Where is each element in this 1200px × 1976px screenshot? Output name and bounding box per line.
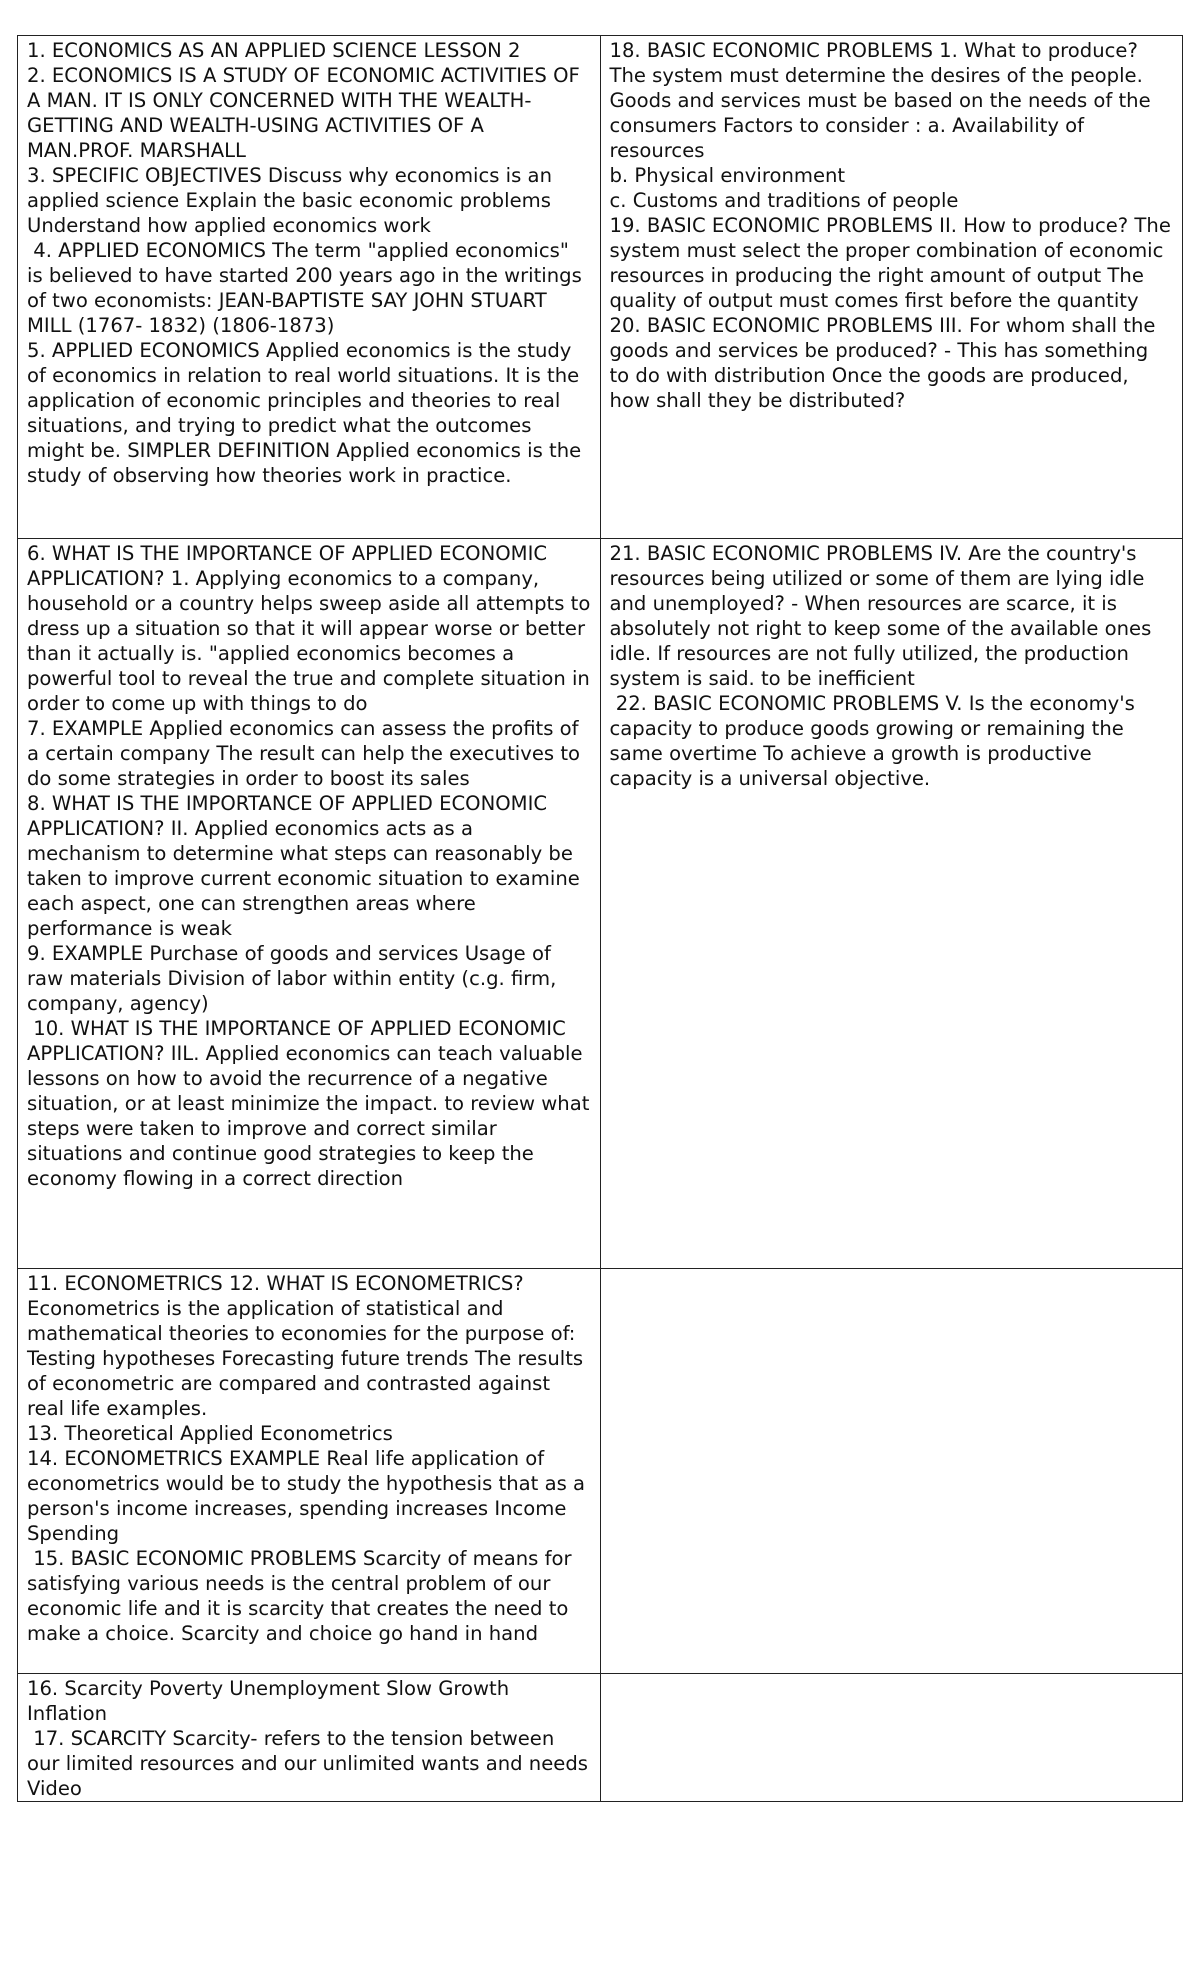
table-cell-left: [18, 36, 601, 539]
table-cell-right: [600, 36, 1183, 539]
note-entry: 8. WHAT IS THE IMPORTANCE OF APPLIED ECONOMIC APPLICATION? II. Applied economics acts as a mechanism to determine what steps can reasonably be taken to improve current economic situation to examine each aspect, one can strengthen areas where performance is weak: [27, 792, 587, 940]
note-entry: 18. BASIC ECONOMIC PROBLEMS 1. What to produce? The system must determine the desires of the people. Goods and services must be based on the needs of the consumers Factors to consider : a. Availability of resources: [609, 39, 1157, 162]
note-entry: 17. SCARCITY Scarcity- refers to the tension between our limited resources and our unlimited wants and needs Video: [27, 1727, 595, 1800]
note-entry: 21. BASIC ECONOMIC PROBLEMS IV. Are the country's resources being utilized or some of them are lying idle and unemployed? - When resources are scarce, it is absolutely not right to keep some of the available ones idle. If resources are not fully utilized, the production system is said. to be inefficient: [609, 542, 1158, 690]
note-entry: 1. ECONOMICS AS AN APPLIED SCIENCE LESSON 2: [27, 39, 521, 62]
note-entry: 9. EXAMPLE Purchase of goods and services Usage of raw materials Division of labor within entity (c.g. firm, company, agency): [27, 942, 563, 1015]
note-entry: 15. BASIC ECONOMIC PROBLEMS Scarcity of means for satisfying various needs is the central problem of our economic life and it is scarcity that creates the need to make a choice. Scarcity and choice go hand in hand: [27, 1547, 578, 1645]
note-entry: 6. WHAT IS THE IMPORTANCE OF APPLIED ECONOMIC APPLICATION? 1. Applying economics to a company, household or a country helps sweep aside all attempts to dress up a situation so that it will appear worse or better than it actually is. "applied economics becomes a powerful tool to reveal the true and complete situation in order to come up with things to do: [27, 542, 597, 715]
note-entry: 3. SPECIFIC OBJECTIVES Discuss why economics is an applied science Explain the basic economic problems Understand how applied economics work: [27, 164, 559, 237]
note-entry: 2. ECONOMICS IS A STUDY OF ECONOMIC ACTIVITIES OF A MAN. IT IS ONLY CONCERNED WITH THE WEALTH-GETTING AND WEALTH-USING ACTIVITIES OF A MAN.PROF. MARSHALL: [27, 64, 587, 162]
note-entry: b. Physical environment: [609, 164, 846, 187]
note-entry: 11. ECONOMETRICS 12. WHAT IS ECONOMETRICS? Econometrics is the application of statistical and mathematical theories to economies for the purpose of: Testing hypotheses Forecasting future trends The results of econometric are compared and contrasted against real life examples.: [27, 1272, 590, 1420]
table-cell-left: [18, 1674, 601, 1802]
note-entry: 22. BASIC ECONOMIC PROBLEMS V. Is the economy's capacity to produce goods growing or remaining the same overtime To achieve a growth is productive capacity is a universal objective.: [609, 692, 1142, 790]
table-cell-right-empty: [600, 1269, 1183, 1674]
note-entry: 13. Theoretical Applied Econometrics: [27, 1422, 393, 1445]
table-row: [18, 1269, 1183, 1674]
note-entry: 7. EXAMPLE Applied economics can assess the profits of a certain company The result can help the executives to do some strategies in order to boost its sales: [27, 717, 587, 790]
table-row: [18, 36, 1183, 539]
table-row: [18, 1674, 1183, 1802]
note-entry: 10. WHAT IS THE IMPORTANCE OF APPLIED ECONOMIC APPLICATION? IIL. Applied economics can teach valuable lessons on how to avoid the recurrence of a negative situation, or at least minimize the impact. to review what steps were taken to improve and correct similar situations and continue good strategies to keep the economy flowing in a correct direction: [27, 1017, 596, 1190]
note-entry: c. Customs and traditions of people: [609, 189, 959, 212]
table-cell-left: [18, 1269, 601, 1674]
note-entry: 4. APPLIED ECONOMICS The term "applied economics" is believed to have started 200 years ago in the writings of two economists: JEAN-BAPTISTE SAY JOHN STUART MILL (1767- 1832) (1806-1873): [27, 239, 589, 337]
note-entry: 20. BASIC ECONOMIC PROBLEMS III. For whom shall the goods and services be produced? - This has something to do with distribution Once the goods are produced, how shall they be distributed?: [609, 314, 1162, 412]
document-page: [17, 35, 1183, 1802]
note-entry: 19. BASIC ECONOMIC PROBLEMS II. How to produce? The system must select the proper combination of economic resources in producing the right amount of output The quality of output must comes first before the quantity: [609, 214, 1178, 312]
note-entry: 5. APPLIED ECONOMICS Applied economics is the study of economics in relation to real world situations. It is the application of economic principles and theories to real situations, and trying to predict what the outcomes might be. SIMPLER DEFINITION Applied economics is the study of observing how theories work in practice.: [27, 339, 588, 487]
note-entry: 14. ECONOMETRICS EXAMPLE Real life application of econometrics would be to study the hypothesis that as a person's income increases, spending increases Income Spending: [27, 1447, 592, 1545]
notes-table: [17, 35, 1183, 1802]
note-entry: 16. Scarcity Poverty Unemployment Slow Growth Inflation: [27, 1677, 516, 1725]
table-cell-right-empty: [600, 1674, 1183, 1802]
table-row: [18, 539, 1183, 1269]
table-cell-left: [18, 539, 601, 1269]
table-cell-right: [600, 539, 1183, 1269]
